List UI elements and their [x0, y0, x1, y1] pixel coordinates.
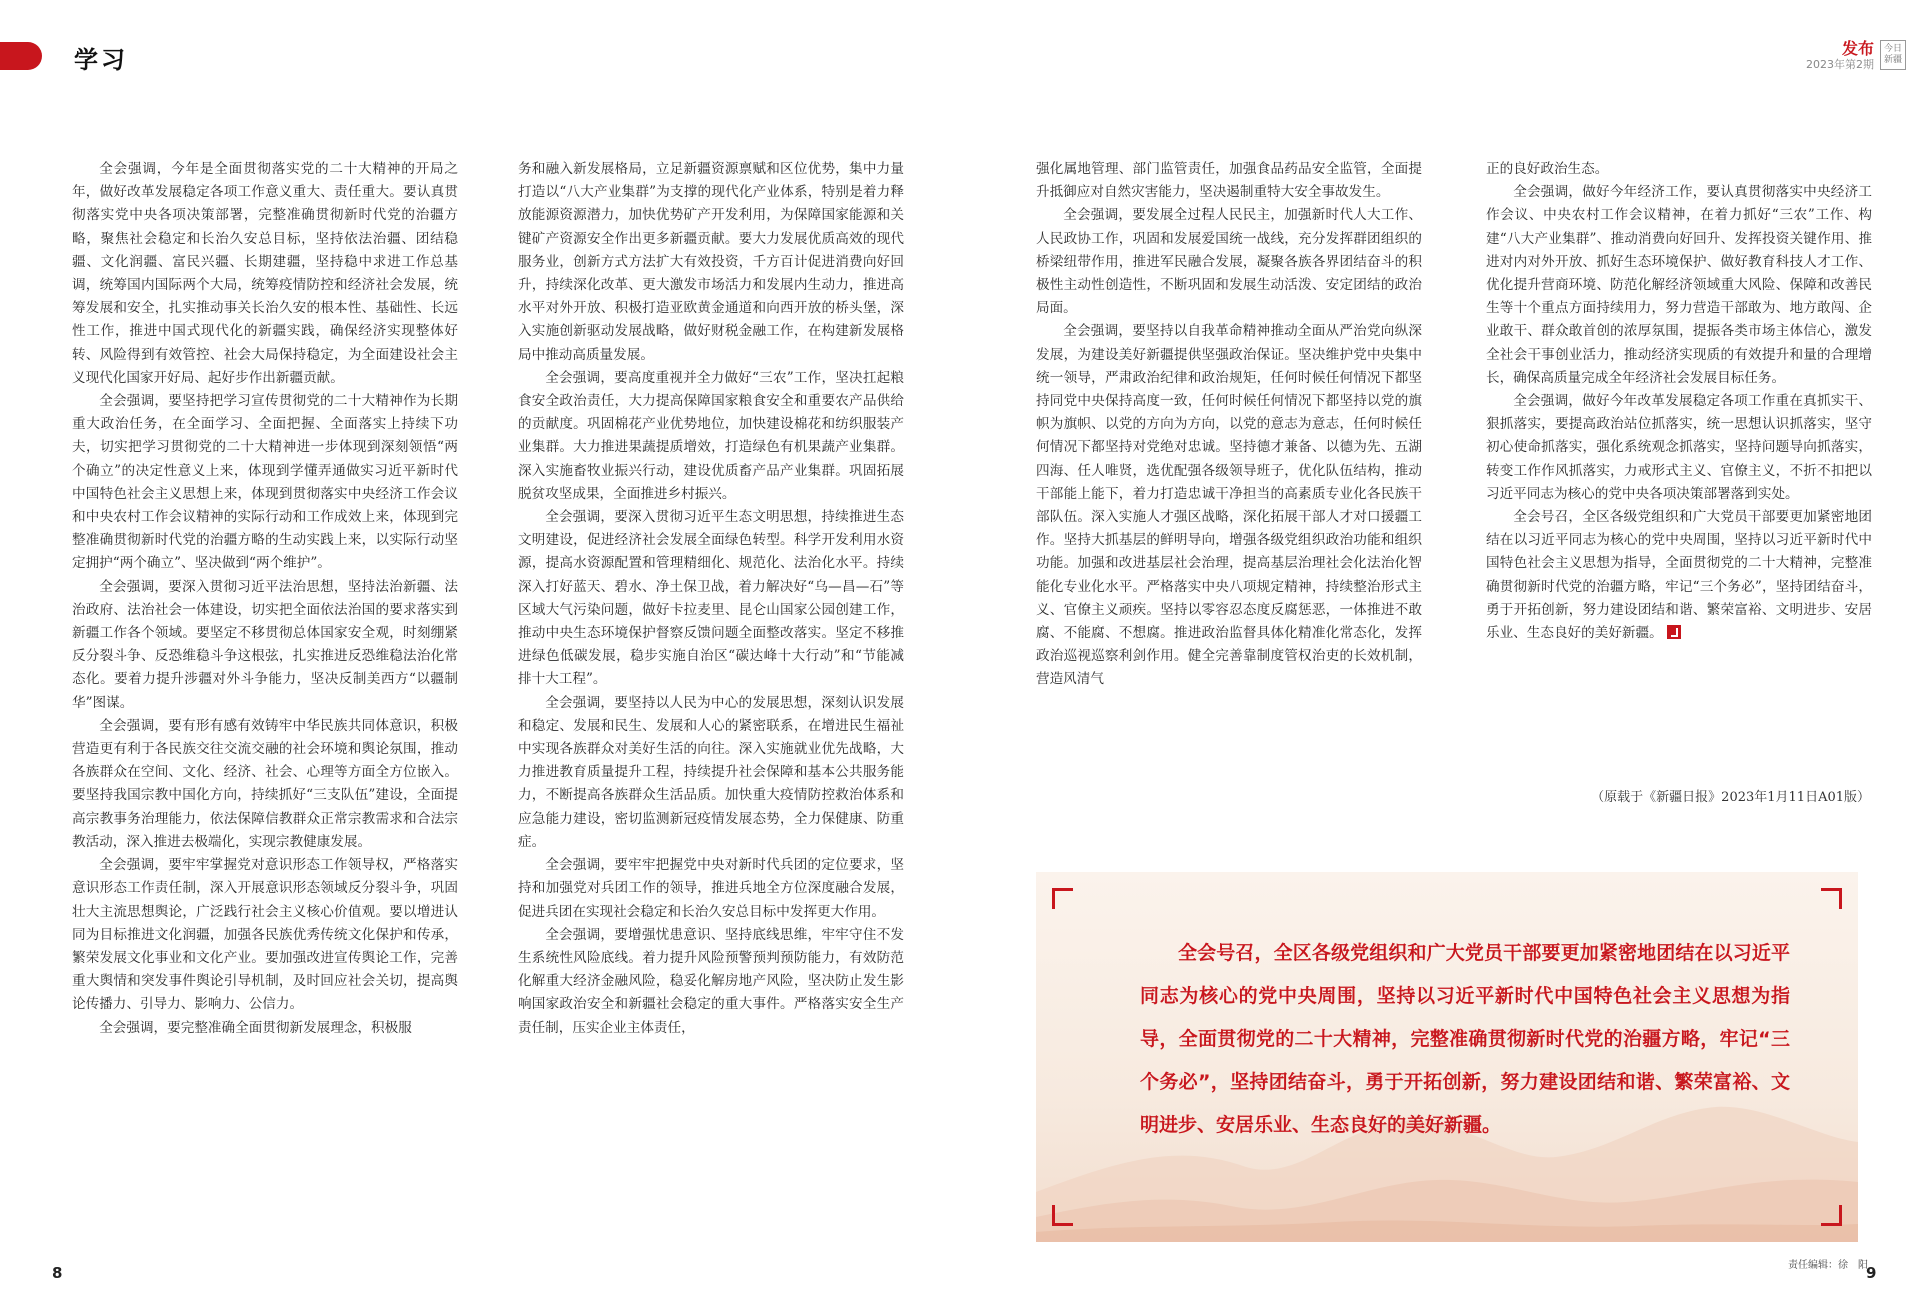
paragraph: 全会强调，要完整准确全面贯彻新发展理念，积极服 — [99, 1019, 412, 1036]
page-number-right: 9 — [1866, 1264, 1877, 1282]
paragraph: 全会强调，要坚持以自我革命精神推动全面从严治党向纵深发展，为建设美好新疆提供坚强政治保证。坚决维护党中央集中统一领导，严肃政治纪律和政治规矩，任何时候任何情况下都坚持同党中央保持高度一致，任何时候任何情况下都坚持以党的旗帜为旗帜、以党的方向为方向，以党的意志为意志，任何时候任何情况下都坚持对党绝对忠诚。坚持德才兼备、以德为先、五湖四海、任人唯贤，选优配强各级领导班子，优化队伍结构，推动干部能上能下，着力打造忠诚干净担当的高素质专业化各民族干部队伍。深入实施人才强区战略，深化拓展干部人才对口援疆工作。坚持大抓基层的鲜明导向，增强各级党组织政治功能和组织功能。加强和改进基层社会治理，提高基层治理社会化法治化智能化专业化水平。严格落实中央八项规定精神，持续整治形式主义、官僚主义顽疾。坚持以零容忍态度反腐惩恶，一体推进不敢腐、不能腐、不想腐。推进政治监督具体化精准化常态化，发挥政治巡视巡察利剑作用。健全完善靠制度管权治吏的长效机制，营造风清气 — [1036, 323, 1422, 688]
paragraph: 全会强调，要深入贯彻习近平法治思想，坚持法治新疆、法治政府、法治社会一体建设，切实把全面依法治国的要求落实到新疆工作各个领域。要坚定不移贯彻总体国家安全观，时刻绷紧反分裂斗争、反恐维稳斗争这根弦，扎实推进反恐维稳法治化常态化。要着力提升涉疆对外斗争能力，坚决反制美西方“以疆制华”图谋。 — [72, 578, 458, 711]
text-column-1 — [72, 158, 458, 1040]
paragraph: 全会强调，要坚持以人民为中心的发展思想，深刻认识发展和稳定、发展和民生、发展和人心的紧密联系，在增进民生福祉中实现各族群众对美好生活的向往。深入实施就业优先战略，大力推进教育质量提升工程，持续提升社会保障和基本公共服务能力，不断提高各族群众生活品质。加快重大疫情防控救治体系和应急能力建设，密切监测新冠疫情发展态势，全力保健康、防重症。 — [518, 694, 904, 850]
paragraph-continued: 务和融入新发展格局，立足新疆资源禀赋和区位优势，集中力量打造以“八大产业集群”为支撑的现代化产业体系，特别是着力释放能源资源潜力，加快优势矿产开发利用，为保障国家能源和关键矿产资源安全作出更多新疆贡献。要大力发展优质高效的现代服务业，创新方式方法扩大有效投资，千方百计促进消费向好回升，持续深化改革、更大激发市场活力和发展内生动力，推进高水平对外开放、积极打造亚欧黄金通道和向西开放的桥头堡，深入实施创新驱动发展战略，做好财税金融工作，在构建新发展格局中推动高质量发展。 — [518, 161, 904, 363]
logo-text-1: 今日 — [1883, 44, 1902, 54]
text-column-4 — [1486, 158, 1872, 645]
paragraph: 全会强调，要牢牢把握党中央对新时代兵团的定位要求，坚持和加强党对兵团工作的领导，推进兵地全方位深度融合发展，促进兵团在实现社会稳定和长治久安总目标中发挥更大作用。 — [518, 857, 904, 920]
logo-text-2: 新疆 — [1883, 55, 1902, 65]
issue-number: 2023年第2期 — [1806, 58, 1874, 71]
paragraph: 全会强调，要发展全过程人民民主，加强新时代人大工作、人民政协工作，巩固和发展爱国统一战线，充分发挥群团组织的桥梁纽带作用，推进军民融合发展，凝聚各族各界团结奋斗的积极性主动性创造性，不断巩固和发展生动活泼、安定团结的政治局面。 — [1036, 207, 1422, 317]
section-tag-shape — [0, 42, 42, 70]
paragraph: 全会强调，要坚持把学习宣传贯彻党的二十大精神作为长期重大政治任务，在全面学习、全面把握、全面落实上持续下功夫，切实把学习贯彻党的二十大精神进一步体现到深刻领悟“两个确立”的决定性意义上来，体现到学懂弄通做实习近平新时代中国特色社会主义思想上来，体现到贯彻落实中央经济工作会议和中央农村工作会议精神的实际行动和工作成效上来，体现到完整准确贯彻新时代党的治疆方略的生动实践上来，以实际行动坚定拥护“两个确立”、坚决做到“两个维护”。 — [72, 393, 458, 572]
pull-quote-text: 全会号召，全区各级党组织和广大党员干部要更加紧密地团结在以习近平同志为核心的党中央周围，坚持以习近平新时代中国特色社会主义思想为指导，全面贯彻党的二十大精神，完整准确贯彻新时代党的治疆方略，牢记“三个务必”，坚持团结奋斗，勇于开拓创新，努力建设团结和谐、繁荣富裕、文明进步、安居乐业、生态良好的美好新疆。 — [1140, 942, 1790, 1136]
article-source: （原载于《新疆日报》2023年1月11日A01版） — [1591, 790, 1870, 805]
paragraph: 全会强调，要牢牢掌握党对意识形态工作领导权，严格落实意识形态工作责任制，深入开展意识形态领域反分裂斗争，巩固壮大主流思想舆论，广泛践行社会主义核心价值观。要以增进认同为目标推进文化润疆，加强各民族优秀传统文化保护和传承，繁荣发展文化事业和文化产业。要加强改进宣传舆论工作，完善重大舆情和突发事件舆论引导机制，及时回应社会关切，提高舆论传播力、引导力、影响力、公信力。 — [72, 857, 458, 1013]
corner-bracket-bottom-right — [1821, 1205, 1842, 1226]
magazine-header — [1806, 40, 1906, 72]
corner-bracket-top-left — [1052, 888, 1073, 909]
pull-quote-box — [1036, 872, 1858, 1242]
section-label: 学习 — [74, 46, 128, 74]
paragraph: 全会强调，要深入贯彻习近平生态文明思想，持续推进生态文明建设，促进经济社会发展全面绿色转型。科学开发利用水资源，提高水资源配置和管理精细化、规范化、法治化水平。持续深入打好蓝天、碧水、净土保卫战，着力解决好“乌—昌—石”等区域大气污染问题，做好卡拉麦里、昆仑山国家公园创建工作，推动中央生态环境保护督察反馈问题全面整改落实。坚定不移推进绿色低碳发展，稳步实施自治区“碳达峰十大行动”和“节能减排十大工程”。 — [518, 509, 904, 688]
final-paragraph-text: 全会号召，全区各级党组织和广大党员干部要更加紧密地团结在以习近平同志为核心的党中央周围，坚持以习近平新时代中国特色社会主义思想为指导，全面贯彻党的二十大精神，完整准确贯彻新时代党的治疆方略，牢记“三个务必”，坚持团结奋斗，勇于开拓创新，努力建设团结和谐、繁荣富裕、文明进步、安居乐业、生态良好的美好新疆。 — [1486, 509, 1872, 642]
paragraph: 全会强调，要增强忧患意识、坚持底线思维，牢牢守住不发生系统性风险底线。着力提升风险预警预判预防能力，有效防范化解重大经济金融风险，稳妥化解房地产风险，坚决防止发生影响国家政治安全和新疆社会稳定的重大事件。严格落实安全生产责任制，压实企业主体责任， — [518, 926, 904, 1036]
text-column-3 — [1036, 158, 1422, 692]
magazine-logo-box — [1880, 40, 1906, 70]
paragraph-continued: 强化属地管理、部门监管责任，加强食品药品安全监管，全面提升抵御应对自然灾害能力，坚决遏制重特大安全事故发生。 — [1036, 161, 1422, 201]
end-of-article-icon — [1667, 625, 1681, 639]
paragraph: 全会强调，要高度重视并全力做好“三农”工作，坚决扛起粮食安全政治责任，大力提高保障国家粮食安全和重要农产品供给的贡献度。巩固棉花产业优势地位，加快建设棉花和纺织服装产业集群。大力推进果蔬提质增效，打造绿色有机果蔬产业集群。深入实施畜牧业振兴行动，建设优质畜产品产业集群。巩固拓展脱贫攻坚成果，全面推进乡村振兴。 — [518, 369, 904, 502]
corner-bracket-top-right — [1821, 888, 1842, 909]
paragraph-final — [1486, 506, 1872, 645]
page-number-left: 8 — [52, 1264, 63, 1282]
corner-bracket-bottom-left — [1052, 1205, 1073, 1226]
paragraph-continued: 正的良好政治生态。 — [1486, 161, 1609, 177]
text-column-2 — [518, 158, 904, 1040]
magazine-brand: 发布 — [1841, 39, 1874, 58]
paragraph: 全会强调，做好今年改革发展稳定各项工作重在真抓实干、狠抓落实，要提高政治站位抓落实，统一思想认识抓落实，坚守初心使命抓落实，强化系统观念抓落实，坚持问题导向抓落实，转变工作作风抓落实，力戒形式主义、官僚主义，不折不扣把以习近平同志为核心的党中央各项决策部署落到实处。 — [1486, 393, 1872, 502]
responsible-editor: 责任编辑：徐 阳 — [1788, 1260, 1868, 1271]
paragraph: 全会强调，今年是全面贯彻落实党的二十大精神的开局之年，做好改革发展稳定各项工作意义重大、责任重大。要认真贯彻落实党中央各项决策部署，完整准确贯彻新时代党的治疆方略，聚焦社会稳定和长治久安总目标，坚持依法治疆、团结稳疆、文化润疆、富民兴疆、长期建疆，坚持稳中求进工作总基调，统筹国内国际两个大局，统筹疫情防控和经济社会发展，统筹发展和安全，扎实推动事关长治久安的根本性、基础性、长远性工作，推进中国式现代化的新疆实践，确保经济实现整体好转、风险得到有效管控、社会大局保持稳定，为全面建设社会主义现代化国家开好局、起好步作出新疆贡献。 — [72, 161, 458, 386]
paragraph: 全会强调，做好今年经济工作，要认真贯彻落实中央经济工作会议、中央农村工作会议精神，在着力抓好“三农”工作、构建“八大产业集群”、推动消费向好回升、发挥投资关键作用、推进对内对外开放、抓好生态环境保护、做好教育科技人才工作、优化提升营商环境、防范化解经济领域重大风险、保障和改善民生等十个重点方面持续用力，努力营造干部敢为、地方敢闯、企业敢干、群众敢首创的浓厚氛围，提振各类市场主体信心，激发全社会干事创业活力，推动经济实现质的有效提升和量的合理增长，确保高质量完成全年经济社会发展目标任务。 — [1486, 184, 1872, 386]
paragraph: 全会强调，要有形有感有效铸牢中华民族共同体意识，积极营造更有利于各民族交往交流交融的社会环境和舆论氛围，推动各族群众在空间、文化、经济、社会、心理等方面全方位嵌入。要坚持我国宗教中国化方向，持续抓好“三支队伍”建设，全面提高宗教事务治理能力，依法保障信教群众正常宗教需求和合法宗教活动，深入推进去极端化，实现宗教健康发展。 — [72, 717, 458, 850]
